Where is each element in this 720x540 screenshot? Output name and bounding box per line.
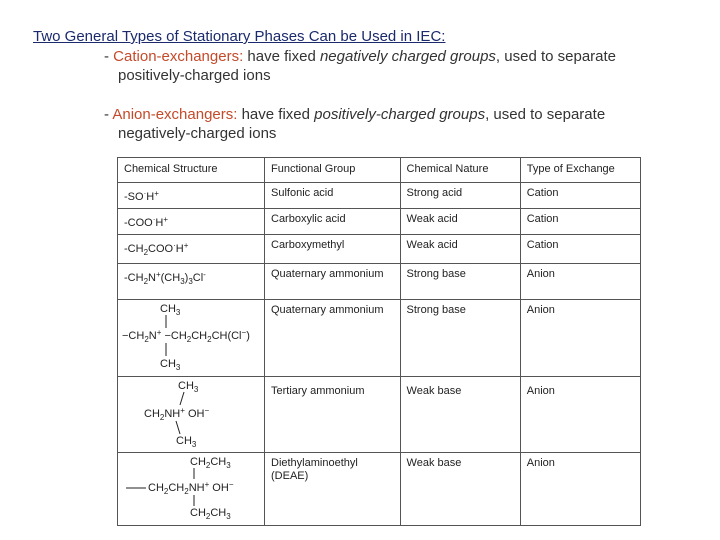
bond-line [176, 421, 180, 434]
formula-part: 2 [143, 248, 149, 257]
cell-chemical-nature: Strong base [400, 300, 520, 377]
cell-chemical-nature: Weak base [400, 377, 520, 453]
structure-tertiary-ammonium [118, 377, 265, 453]
header-chemical-nature: Chemical Nature [400, 158, 520, 183]
substituent-bottom: $CH_3$ [176, 435, 197, 448]
cell-functional-group: Quaternary ammonium [265, 300, 401, 377]
structure-tertiary-ammonium-drawing [118, 377, 264, 448]
table-row [118, 377, 641, 453]
header-functional-group: Functional Group [265, 158, 401, 183]
table-header-row [118, 158, 641, 183]
formula-part: (CH [160, 272, 181, 284]
cell-functional-group: Diethylaminoethyl (DEAE) [265, 453, 401, 526]
main-chain: $CH_2NH^+$ OH− [144, 406, 210, 422]
table-row [118, 453, 641, 526]
cell-exchange-type: Anion [520, 300, 640, 377]
structure-quaternary-ammonium-drawing [118, 300, 264, 372]
cell-chemical-nature: Weak acid [400, 235, 520, 264]
substituent-bottom: $CH_2CH_3$ [190, 507, 231, 521]
formula-part: 2 [143, 277, 149, 286]
cell-functional-group: Sulfonic acid [265, 183, 401, 209]
formula-part: -CH [124, 272, 144, 284]
header-type-of-exchange: Type of Exchange [520, 158, 640, 183]
term-cation: Cation-exchangers: [113, 48, 244, 65]
cell-functional-group: Carboxymethyl [265, 235, 401, 264]
cell-chemical-nature: Strong acid [400, 183, 520, 209]
cell-functional-group: Quaternary ammonium [265, 264, 401, 300]
cell-exchange-type: Cation [520, 209, 640, 235]
bullet-text-post: , used to separate [485, 106, 606, 123]
formula-part: 3 [180, 277, 185, 286]
formula-part: H [175, 243, 184, 255]
formula-part: · [173, 241, 176, 250]
formula-part: · [143, 189, 147, 198]
formula-part: -CH [124, 243, 144, 255]
cell-functional-group: Carboxylic acid [265, 209, 401, 235]
substituent-top: $CH_2CH_3$ [190, 456, 231, 470]
formula-part: · [152, 215, 156, 224]
formula-carboxymethyl [118, 235, 265, 264]
bond-line [180, 392, 184, 405]
formula-part: Cl [192, 272, 204, 284]
cell-chemical-nature: Weak base [400, 453, 520, 526]
cell-chemical-nature: Weak acid [400, 209, 520, 235]
formula-part: COO [148, 243, 174, 255]
bullet-text-pre: have fixed [237, 106, 315, 123]
formula-part: ) [184, 272, 189, 284]
cell-exchange-type: Anion [520, 264, 640, 300]
ion-exchanger-table [117, 157, 641, 526]
table-row [118, 183, 641, 209]
structure-deae [118, 453, 265, 526]
bullet-dash: - [104, 106, 113, 123]
bullet-continuation: negatively-charged ions [118, 125, 277, 142]
main-chain: $-CH_2N^+ -CH_2CH_2CH(Cl^-)$ [122, 328, 250, 344]
formula-sulfonate [118, 183, 265, 209]
formula-quaternary-ammonium [118, 264, 265, 300]
bullet-dash: - [104, 48, 114, 65]
bullet-cation-exchangers [104, 47, 684, 85]
structure-deae-drawing [118, 453, 264, 521]
cell-exchange-type: Cation [520, 235, 640, 264]
cell-exchange-type: Anion [520, 377, 640, 453]
cell-functional-group: Tertiary ammonium [265, 377, 401, 453]
substituent-top: $CH_3$ [178, 380, 199, 394]
bullet-emphasis: negatively charged groups [319, 48, 496, 65]
header-chemical-structure: Chemical Structure [118, 158, 265, 183]
formula-part: -COO [124, 217, 153, 229]
table-row [118, 300, 641, 377]
bullet-text-pre: have fixed [243, 48, 320, 65]
formula-part: + [155, 270, 161, 279]
bullet-emphasis: positively-charged groups [314, 106, 486, 123]
table-row [118, 209, 641, 235]
substituent-bottom: $CH_3$ [160, 358, 181, 372]
formula-part: H [155, 217, 164, 229]
main-chain: $CH_2CH_2NH^+$ OH− [148, 480, 234, 496]
formula-carboxylate [118, 209, 265, 235]
formula-part: 3 [188, 277, 193, 286]
cell-exchange-type: Anion [520, 453, 640, 526]
bullet-anion-exchangers [104, 105, 684, 143]
cell-exchange-type: Cation [520, 183, 640, 209]
substituent-top: $CH_3$ [160, 303, 181, 317]
formula-part: N [148, 272, 156, 284]
formula-part: + [154, 189, 159, 198]
bullet-text-post: , used to separate [495, 48, 617, 65]
page-title: Two General Types of Stationary Phases Can be Used in IEC: [33, 28, 446, 45]
formula-part: + [163, 215, 169, 224]
cell-chemical-nature: Strong base [400, 264, 520, 300]
table-row [118, 235, 641, 264]
table-row [118, 264, 641, 300]
formula-part: - [203, 270, 206, 279]
term-anion: Anion-exchangers: [112, 106, 238, 123]
formula-part: -SO [124, 191, 144, 203]
bullet-continuation: positively-charged ions [118, 67, 271, 84]
formula-part: H [146, 191, 155, 203]
structure-quaternary-ammonium [118, 300, 265, 377]
formula-part: + [183, 241, 189, 250]
